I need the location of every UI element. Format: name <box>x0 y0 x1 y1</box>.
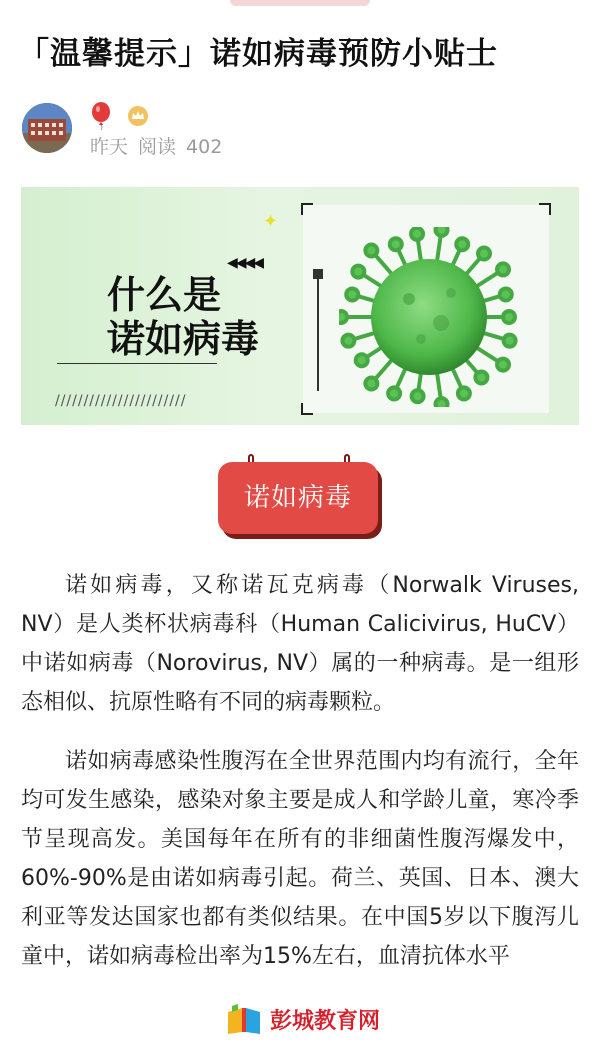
top-bar-hint <box>230 0 370 6</box>
author-row <box>22 100 582 160</box>
section-tag <box>218 454 380 538</box>
article-meta <box>90 132 232 159</box>
star-icon: ✦ <box>263 211 279 232</box>
paragraph-2: 诺如病毒感染性腹泻在全世界范围内均有流行，全年均可发生感染，感染对象主要是成人和学龄儿童，寒冷季节呈现高发。美国每年在所有的非细菌性腹泻爆发中，60%-90%是由诺如病毒引起。荷兰、英国、日本、澳大利亚等发达国家也都有类似结果。在中国5岁以下腹泻儿童中，诺如病毒检出率为15%左右，血清抗体水平 <box>21 749 579 969</box>
article-banner-image <box>21 187 579 425</box>
crown-icon <box>128 106 148 126</box>
section-tag-label: 诺如病毒 <box>218 462 378 534</box>
banner-heading: 什么是 诺如病毒 <box>107 273 260 361</box>
paragraph-1: 诺如病毒，又称诺瓦克病毒（Norwalk Viruses, NV）是人类杯状病毒科（Human Calicivirus, HuCV）中诺如病毒（Norovirus, NV）属的一种病毒。是一组形态相似、抗原性略有不同的病毒颗粒。 <box>21 573 579 715</box>
virus-icon <box>339 227 519 407</box>
avatar[interactable] <box>22 103 72 153</box>
arrows-decoration: ◀◀◀◀ <box>227 255 263 271</box>
publish-date: 昨天 <box>90 136 129 158</box>
read-count: 402 <box>186 136 223 158</box>
book-logo-icon <box>226 1004 262 1036</box>
banner-dashes: /////////////////////// <box>55 393 187 409</box>
read-label: 阅读 <box>138 136 177 158</box>
balloon-icon <box>90 102 112 130</box>
banner-divider <box>57 363 217 364</box>
article-title: 「温馨提示」诺如病毒预防小贴士 <box>18 36 498 72</box>
article-body <box>21 566 579 996</box>
watermark-text: 彭城教育网 <box>270 1009 381 1034</box>
